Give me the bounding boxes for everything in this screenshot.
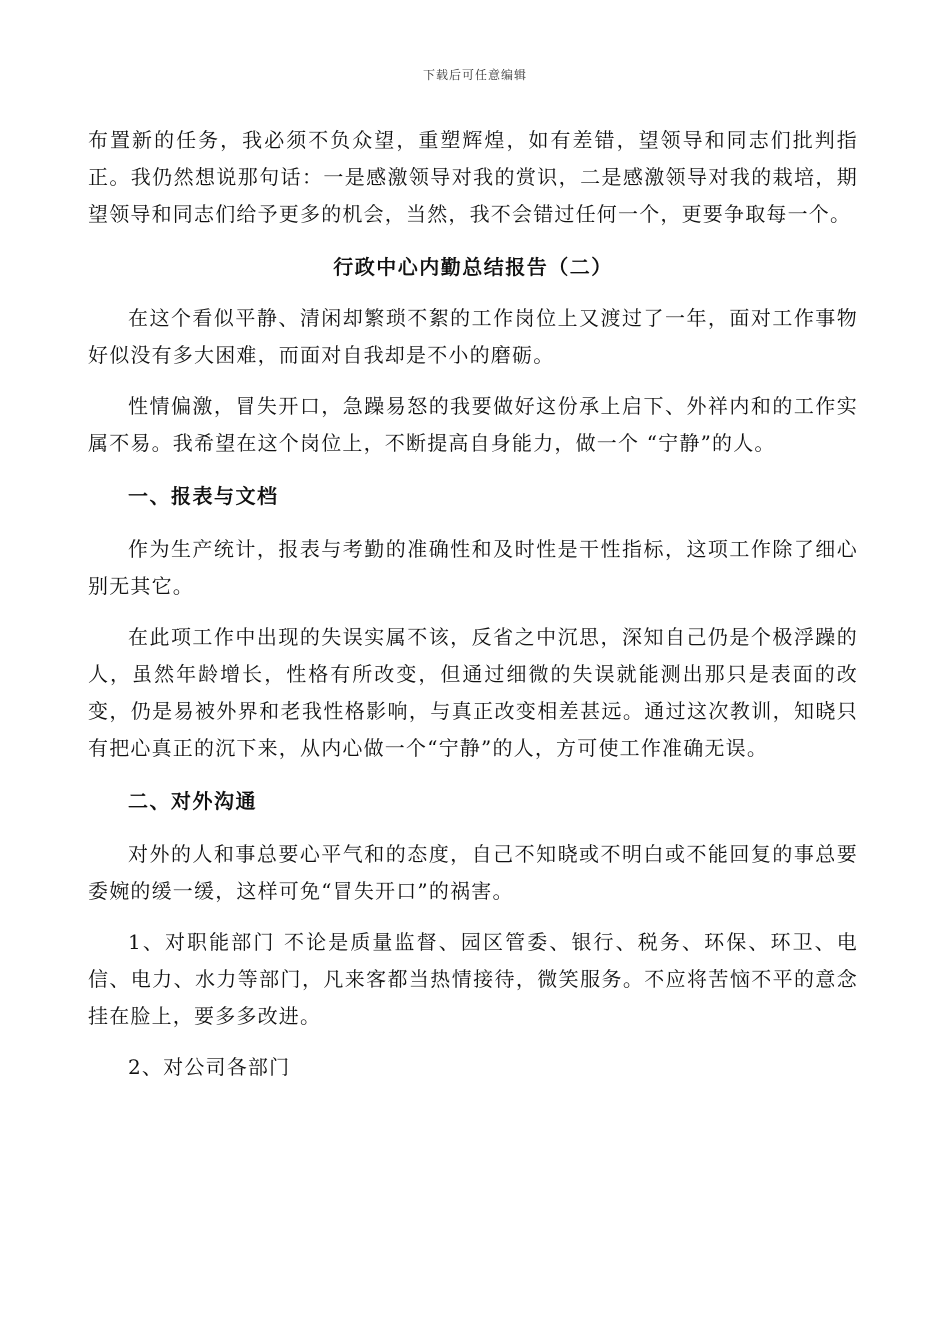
paragraph-attitude: 对外的人和事总要心平气和的态度，自己不知晓或不明白或不能回复的事总要委婉的缓一缓，这样可免“冒失开口”的祸害。 (88, 842, 858, 903)
paragraph-personality: 性情偏激，冒失开口，急躁易怒的我要做好这份承上启下、外祥内和的工作实属不易。我希望在这个岗位上，不断提高自身能力，做一个 “宁静”的人。 (88, 394, 858, 455)
document-body (88, 122, 858, 1086)
paragraph-intro: 在这个看似平静、清闲却繁琐不絮的工作岗位上又渡过了一年，面对工作事物好似没有多大困难，而面对自我却是不小的磨砺。 (88, 306, 858, 367)
page-header-note: 下载后可任意编辑 (422, 68, 527, 82)
paragraph-statistics: 作为生产统计，报表与考勤的准确性和及时性是干性指标，这项工作除了细心别无其它。 (88, 537, 858, 598)
section-title: 行政中心内勤总结报告（二） (333, 255, 613, 279)
paragraph-continuation: 布置新的任务，我必须不负众望，重塑辉煌，如有差错，望领导和同志们批判指正。我仍然想说那句话：一是感激领导对我的赏识，二是感激领导对我的栽培，期望领导和同志们给予更多的机会，当然，我不会错过任何一个，更要争取每一个。 (88, 128, 858, 226)
heading-reports-documents: 一、报表与文档 (128, 484, 279, 508)
heading-external-communication: 二、对外沟通 (128, 789, 257, 813)
paragraph-mistakes: 在此项工作中出现的失误实属不该，反省之中沉思，深知自己仍是个极浮躁的人，虽然年龄增长，性格有所改变，但通过细微的失误就能测出那只是表面的改变，仍是易被外界和老我性格影响，与真正改变相差甚远。通过这次教训，知晓只有把心真正的沉下来，从内心做一个“宁静”的人，方可使工作准确无误。 (88, 625, 858, 760)
paragraph-company-departments: 2、对公司各部门 (128, 1055, 291, 1079)
paragraph-functional-departments: 1、对职能部门 不论是质量监督、园区管委、银行、税务、环保、环卫、电信、电力、水力等部门，凡来客都当热情接待，微笑服务。不应将苦恼不平的意念挂在脸上，要多多改进。 (88, 930, 858, 1028)
